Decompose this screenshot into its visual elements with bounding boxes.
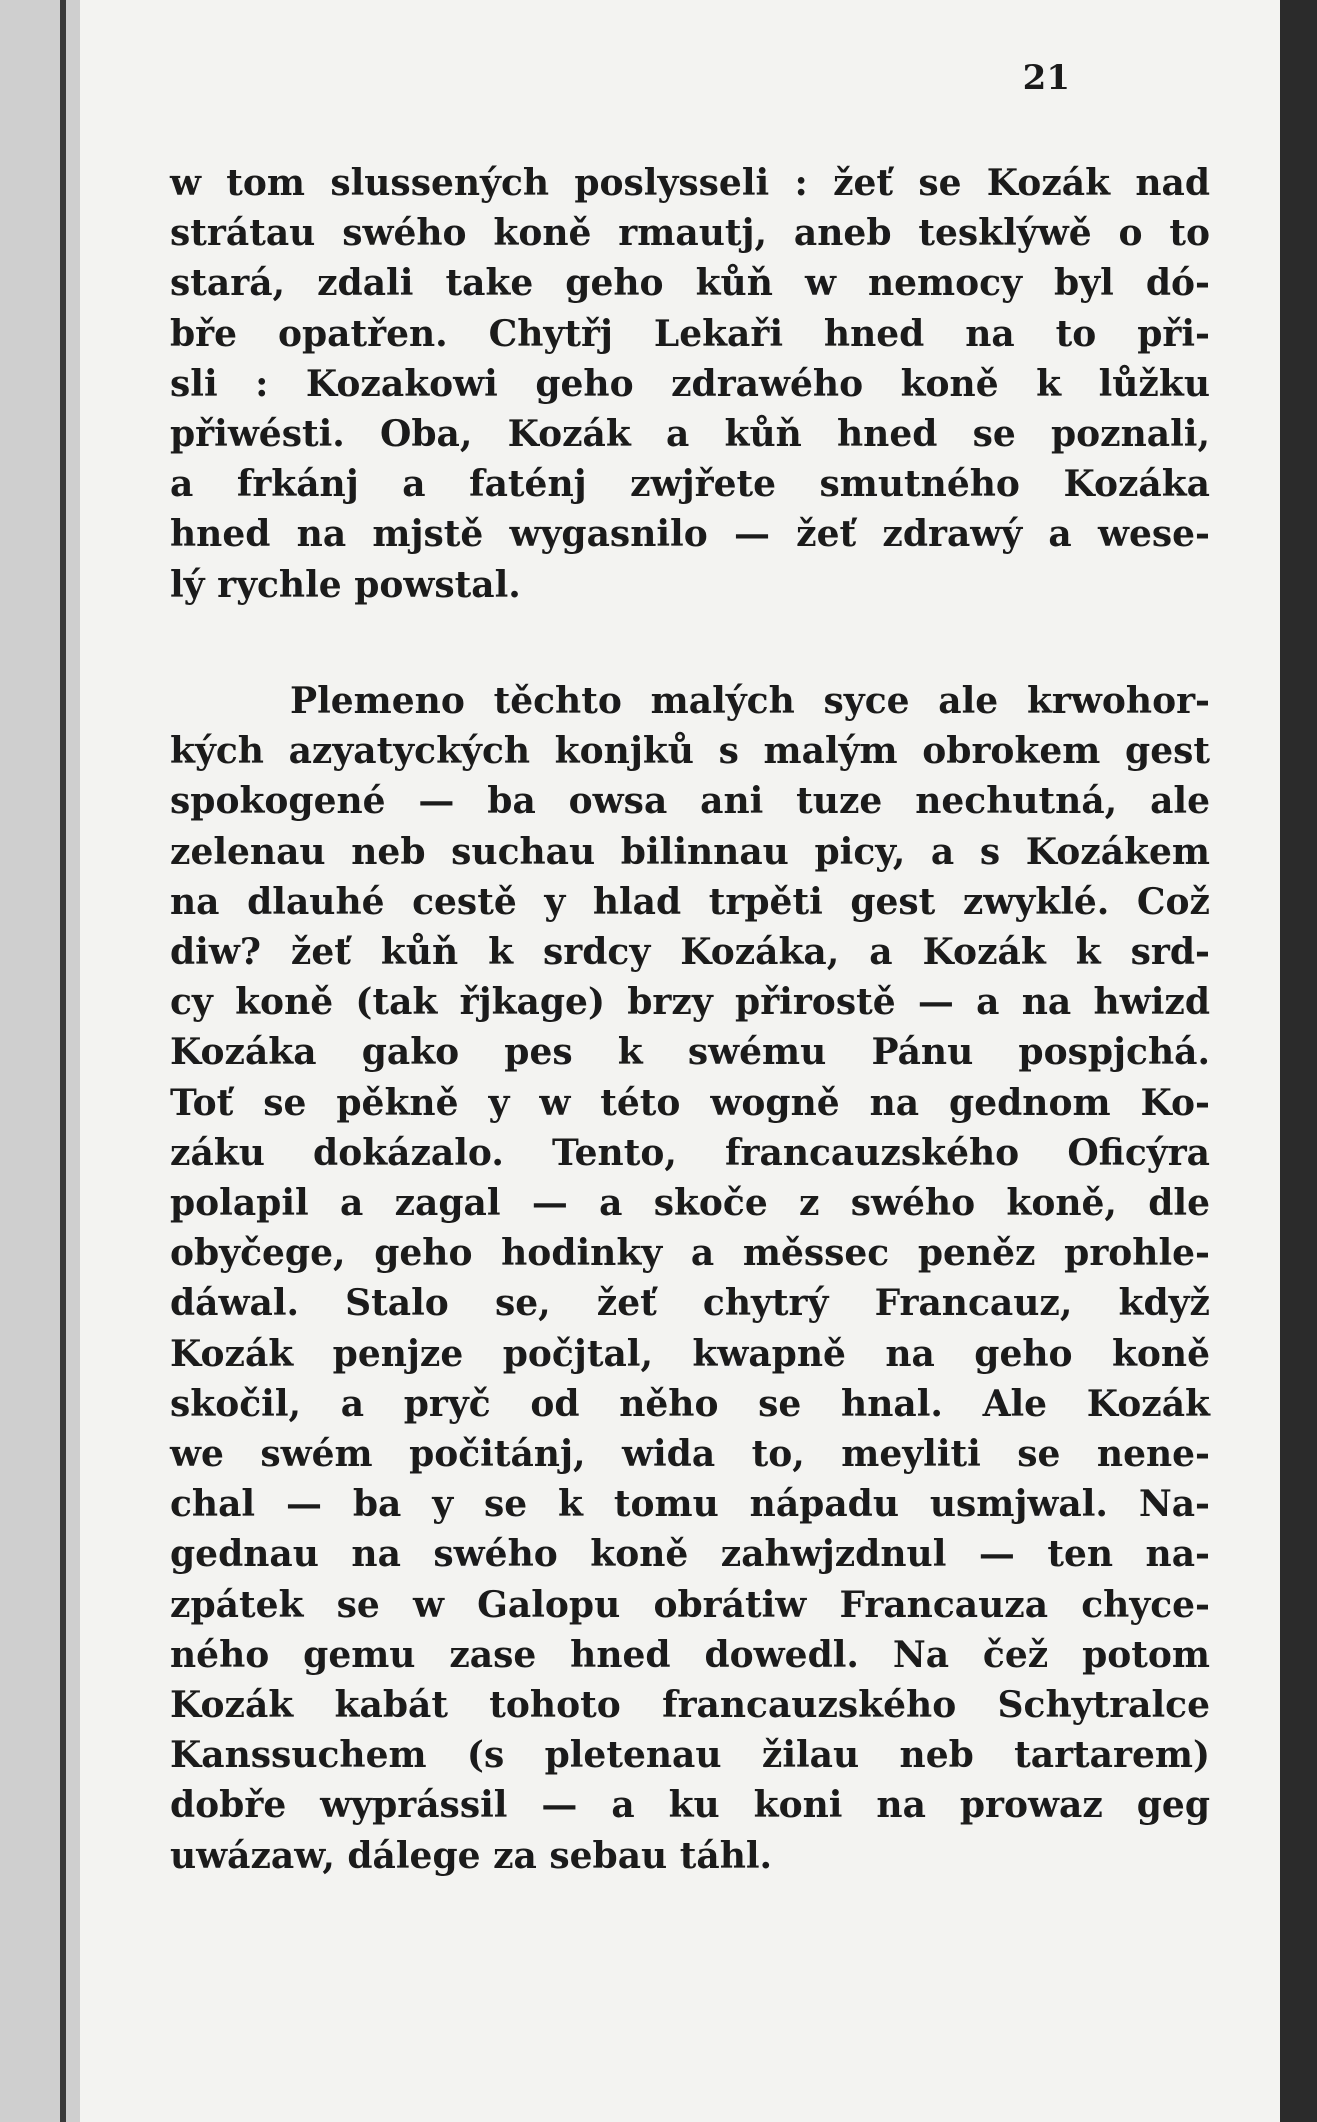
text-line: w tom slussených poslysseli : žeť se Kozák nad	[170, 162, 1210, 204]
text-line: kých azyatyckých konjků s malým obrokem gest	[170, 730, 1210, 773]
paragraph-1	[170, 158, 1210, 610]
text-line: skočil, a pryč od něho se hnal. Ale Kozák	[170, 1382, 1210, 1425]
text-line: strátau swého koně rmautj, aneb tesklýwě o to	[170, 212, 1210, 255]
text-line: polapil a zagal — a skoče z swého koně, dle	[170, 1182, 1210, 1225]
text-line: cy koně (tak řjkage) brzy přirostě — a na hwizd	[170, 981, 1210, 1024]
text-line: Kozák penjze počjtal, kwapně na geho koně	[170, 1332, 1210, 1375]
page-number: 21	[1022, 58, 1070, 98]
text-line: zpátek se w Galopu obrátiw Francauza chyce-	[170, 1583, 1210, 1626]
text-line: diw? žeť kůň k srdcy Kozáka, a Kozák k srd-	[170, 931, 1210, 974]
text-line: Plemeno těchto malých syce ale krwohor-	[290, 680, 1210, 722]
text-line: dáwal. Stalo se, žeť chytrý Francauz, když	[170, 1282, 1210, 1325]
paragraph-2	[170, 676, 1210, 1881]
text-line: bře opatřen. Chytřj Lekaři hned na to při-	[170, 312, 1210, 355]
text-line: Kozáka gako pes k swému Pánu pospjchá.	[170, 1031, 1210, 1074]
scan-right-edge	[1280, 0, 1317, 2122]
text-line: obyčege, geho hodinky a měssec peněz prohle-	[170, 1232, 1210, 1275]
text-line: zelenau neb suchau bilinnau picy, a s Kozákem	[170, 830, 1210, 873]
text-line: záku dokázalo. Tento, francauzského Oficýra	[170, 1131, 1210, 1174]
text-line: na dlauhé cestě y hlad trpěti gest zwyklé. Což	[170, 880, 1210, 923]
text-line: sli : Kozakowi geho zdrawého koně k lůžku	[170, 362, 1210, 405]
book-page	[80, 0, 1280, 2122]
text-line: uwázaw, dálege za sebau táhl.	[170, 1834, 773, 1877]
text-line: chal — ba y se k tomu nápadu usmjwal. Na-	[170, 1483, 1210, 1526]
text-line: stará, zdali take geho kůň w nemocy byl dó-	[170, 262, 1210, 305]
text-line: spokogené — ba owsa ani tuze nechutná, ale	[170, 780, 1210, 823]
text-line: a frkánj a faténj zwjřete smutného Kozáka	[170, 463, 1210, 506]
left-page-margin	[0, 0, 80, 2122]
binding-edge	[60, 0, 66, 2122]
text-line: gednau na swého koně zahwjzdnul — ten na-	[170, 1533, 1210, 1576]
text-line: Kozák kabát tohoto francauzského Schytralce	[170, 1684, 1210, 1727]
text-line: lý rychle powstal.	[170, 563, 521, 606]
text-line: Kanssuchem (s pletenau žilau neb tartarem)	[170, 1734, 1210, 1777]
text-line: dobře wyprássil — a ku koni na prowaz geg	[170, 1784, 1210, 1827]
text-line: ného gemu zase hned dowedl. Na čež potom	[170, 1633, 1210, 1676]
text-line: we swém počitánj, wida to, meyliti se nene-	[170, 1433, 1210, 1476]
text-line: přiwésti. Oba, Kozák a kůň hned se poznali,	[170, 413, 1210, 456]
text-line: Toť se pěkně y w této wogně na gednom Ko-	[170, 1081, 1210, 1124]
text-line: hned na mjstě wygasnilo — žeť zdrawý a wese-	[170, 513, 1210, 556]
